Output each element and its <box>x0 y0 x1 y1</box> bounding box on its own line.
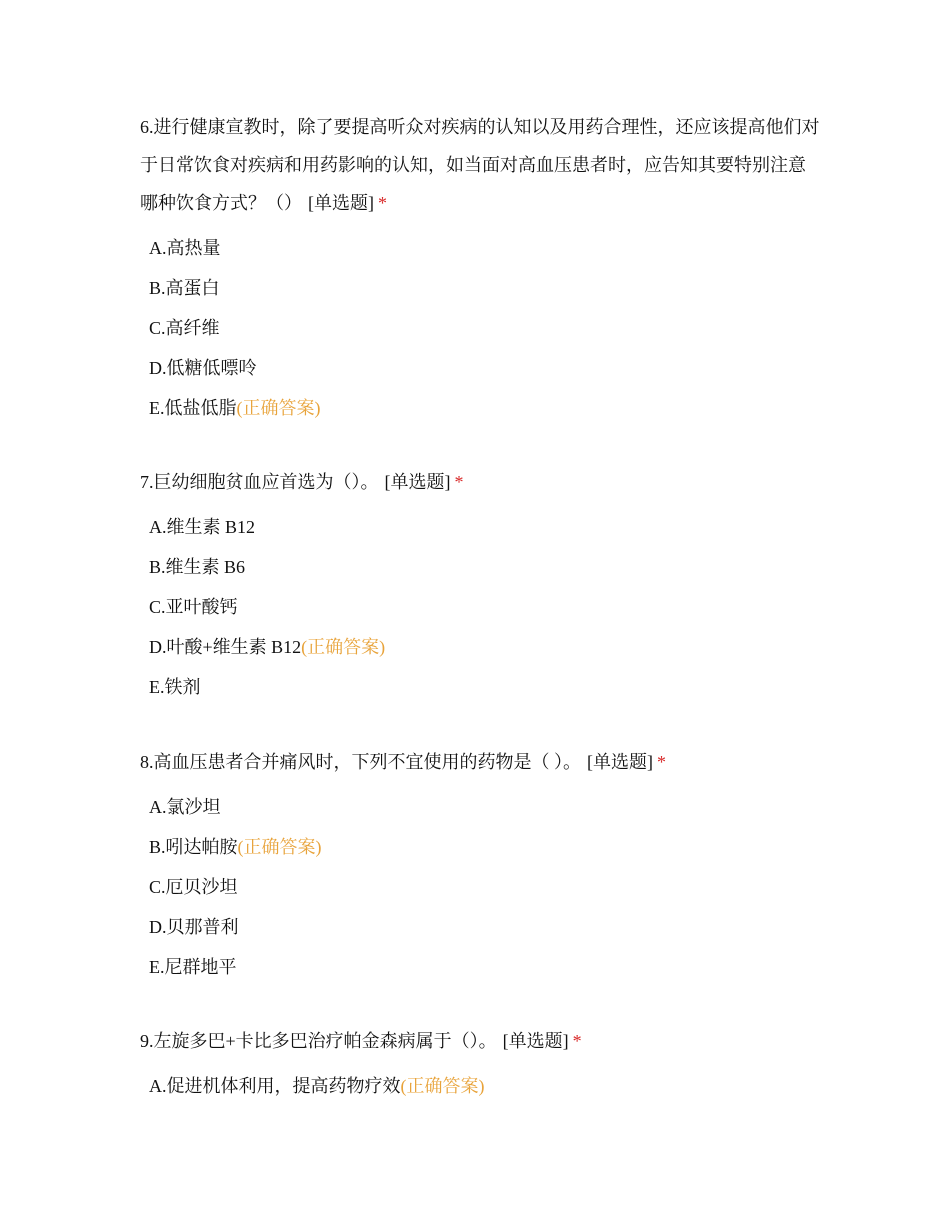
question-title <box>140 463 820 501</box>
option-e: E.铁剂 <box>149 677 201 697</box>
question-7 <box>140 463 820 707</box>
required-mark: * <box>378 193 387 213</box>
question-type-label: [单选题] <box>502 1031 569 1051</box>
question-text: 7.巨幼细胞贫血应首选为（）。 <box>140 472 379 492</box>
option-e: E.尼群地平 <box>149 957 237 977</box>
question-9 <box>140 1022 820 1106</box>
option-d: D.贝那普利 <box>149 917 239 937</box>
question-8 <box>140 743 820 987</box>
option-d: D.叶酸+维生素 B12(正确答案) <box>149 637 386 657</box>
correct-answer-tag: (正确答案) <box>400 1076 485 1096</box>
option-b: B.吲达帕胺(正确答案) <box>149 837 322 857</box>
option-list <box>149 228 820 428</box>
option-c: C.高纤维 <box>149 318 220 338</box>
question-type-label: [单选题] <box>587 752 653 772</box>
required-mark: * <box>572 1031 582 1051</box>
option-list <box>149 507 820 707</box>
question-type-label: [单选题] <box>384 472 451 492</box>
question-text: 6.进行健康宣教时，除了要提高听众对疾病的认知以及用药合理性，还应该提高他们对于日常饮食对疾病和用药影响的认知，如当面对高血压患者时，应告知其要特别注意哪种饮食方式？（） <box>140 117 820 213</box>
option-e: E.低盐低脂(正确答案) <box>149 398 321 418</box>
option-c: C.厄贝沙坦 <box>149 877 238 897</box>
option-a: A.氯沙坦 <box>149 797 221 817</box>
question-title <box>140 108 820 222</box>
question-title <box>140 743 820 781</box>
option-b: B.维生素 B6 <box>149 557 246 577</box>
question-type-label: [单选题] <box>308 193 374 213</box>
required-mark: * <box>454 472 464 492</box>
required-mark: * <box>657 752 666 772</box>
option-d: D.低糖低嘌呤 <box>149 358 257 378</box>
option-a: A.维生素 B12 <box>149 517 256 537</box>
option-list <box>149 1066 820 1106</box>
option-c: C.亚叶酸钙 <box>149 597 238 617</box>
correct-answer-tag: (正确答案) <box>236 398 321 418</box>
question-title <box>140 1022 820 1060</box>
question-list <box>140 108 820 1106</box>
option-a: A.高热量 <box>149 238 221 258</box>
option-b: B.高蛋白 <box>149 278 220 298</box>
option-list <box>149 787 820 987</box>
correct-answer-tag: (正确答案) <box>301 637 386 657</box>
correct-answer-tag: (正确答案) <box>237 837 322 857</box>
question-text: 8.高血压患者合并痛风时，下列不宜使用的药物是（ ）。 <box>140 752 581 772</box>
question-text: 9.左旋多巴+卡比多巴治疗帕金森病属于（）。 <box>140 1031 497 1051</box>
question-6 <box>140 108 820 428</box>
option-a: A.促进机体利用，提高药物疗效(正确答案) <box>149 1076 485 1096</box>
